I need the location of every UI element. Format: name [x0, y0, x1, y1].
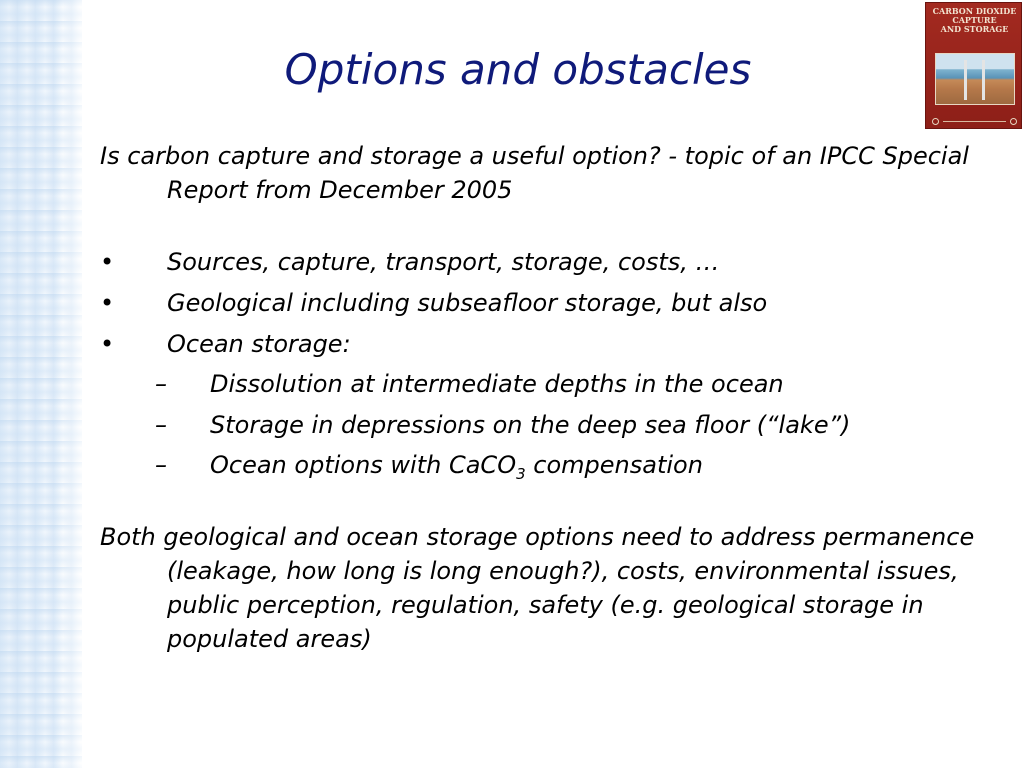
report-cover-logos: [932, 117, 1017, 125]
report-cover-illustration: [935, 53, 1015, 105]
sub-bullet-text-main: Ocean options with CaCO: [210, 451, 517, 480]
sub-bullet-text: Dissolution at intermediate depths in the ocean: [210, 370, 784, 399]
report-cover-image: [925, 2, 1022, 129]
bullet-item: [100, 282, 1000, 323]
sub-bullet-item: [100, 405, 1000, 446]
sub-bullet-marker: –: [155, 410, 167, 439]
sub-bullet-text-tail: compensation: [525, 451, 703, 480]
bullet-text: Ocean storage:: [167, 329, 351, 358]
publisher-line: [943, 121, 1006, 122]
bullet-text: Sources, capture, transport, storage, costs, …: [167, 247, 720, 276]
sub-bullet-marker: –: [155, 451, 167, 480]
sub-bullet-text: Storage in depressions on the deep sea floor (“lake”): [210, 410, 851, 439]
slide-title: Options and obstacles: [284, 45, 752, 94]
bullet-marker: •: [100, 247, 115, 276]
side-decoration-fade: [55, 0, 100, 768]
bullet-marker: •: [100, 329, 115, 358]
bullet-item: [100, 241, 1000, 282]
intro-paragraph: Is carbon capture and storage a useful option? - topic of an IPCC Special Report from December 2005: [100, 142, 969, 204]
slide-body: [100, 139, 1000, 656]
bullet-marker: •: [100, 288, 115, 317]
subscript-digit: 3: [516, 465, 526, 484]
sub-bullet-item: [100, 364, 1000, 405]
un-logo-icon: [932, 118, 939, 125]
bullet-item: [100, 323, 1000, 364]
sub-bullet-marker: –: [155, 370, 167, 399]
conclusion-paragraph: Both geological and ocean storage options need to address permanence (leakage, how long is long enough?), costs, environmental issues, public perception, regulation, safety (e.g. geological storage in populated areas): [100, 522, 975, 653]
bullet-text: Geological including subseafloor storage, but also: [167, 288, 768, 317]
sub-bullet-text: [210, 448, 703, 482]
wmo-logo-icon: [1010, 118, 1017, 125]
sub-bullet-item: [100, 445, 1000, 486]
report-cover-title: CARBON DIOXIDE CAPTURE AND STORAGE: [932, 6, 1017, 34]
